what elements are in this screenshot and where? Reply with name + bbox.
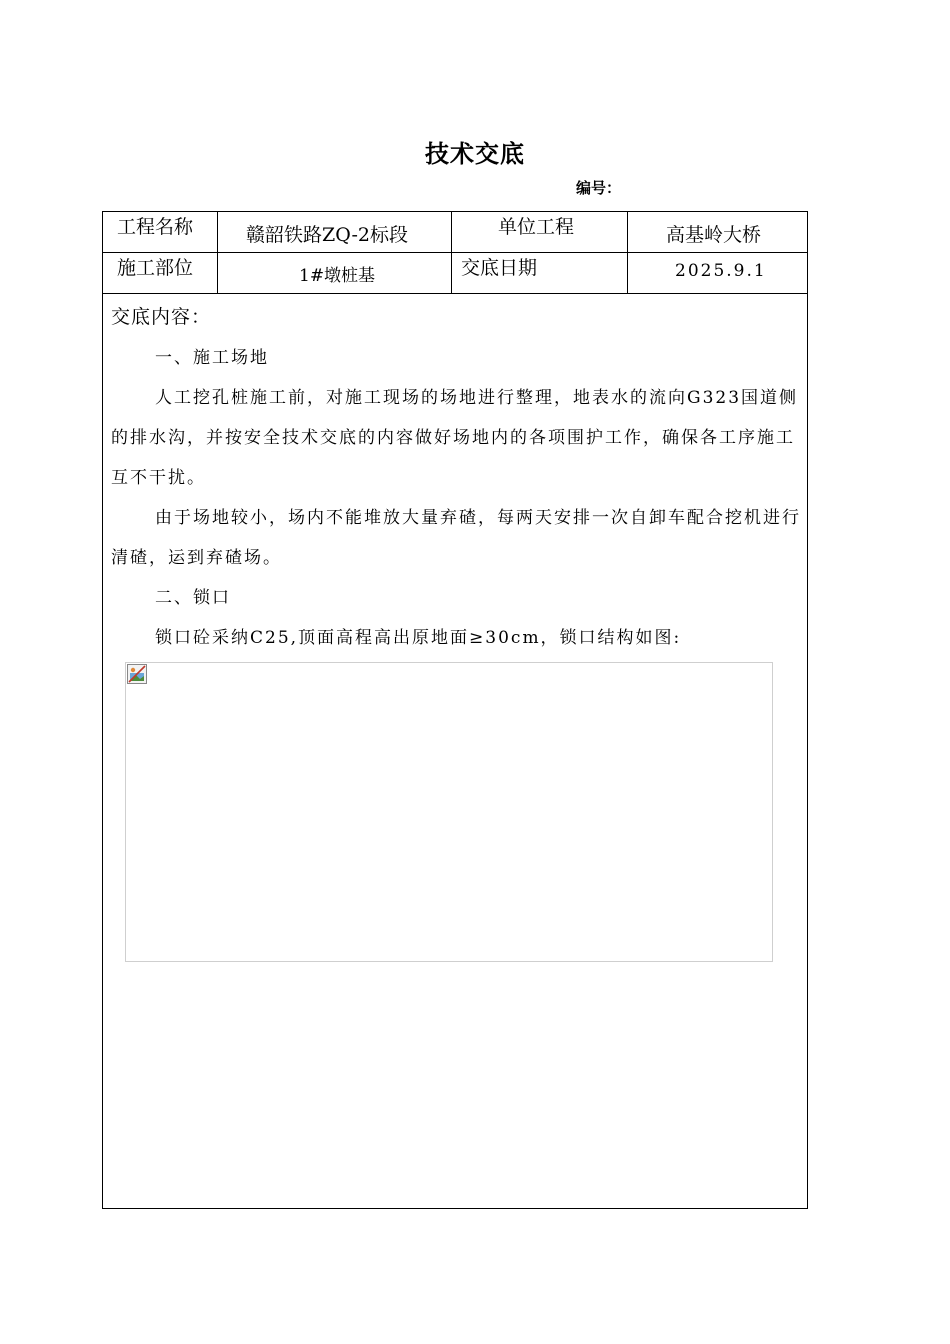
paragraph: 锁口砼采纳C25,顶面高程高出原地面≥30cm，锁口结构如图: <box>155 628 682 648</box>
info-row-1 <box>103 212 807 253</box>
unit-project-label: 单位工程 <box>498 216 575 238</box>
info-row-2 <box>103 253 807 294</box>
broken-image-icon <box>127 664 147 684</box>
paragraph: 由于场地较小，场内不能堆放大量弃碴，每两天安排一次自卸车配合挖机进行清碴，运到弃碴场。 <box>111 508 801 568</box>
content-heading: 交底内容： <box>111 306 212 328</box>
document-title: 技术交底 <box>425 140 525 168</box>
lock-structure-figure <box>125 662 773 962</box>
table-divider <box>217 212 218 293</box>
disclosure-date-label: 交底日期 <box>461 257 538 279</box>
unit-project-value: 高基岭大桥 <box>666 224 762 246</box>
project-name-value: 赣韶铁路ZQ-2标段 <box>246 224 408 246</box>
section-title: 二、锁口 <box>155 588 231 608</box>
document-number-label: 编号： <box>576 179 622 197</box>
disclosure-date-value: 2025.9.1 <box>675 261 767 281</box>
paragraph: 人工挖孔桩施工前，对施工现场的场地进行整理，地表水的流向G323国道侧的排水沟，并按安全技术交底的内容做好场地内的各项围护工作，确保各工序施工互不干扰。 <box>111 388 799 488</box>
table-divider <box>627 212 628 293</box>
construction-part-label: 施工部位 <box>117 257 194 279</box>
disclosure-form <box>102 211 808 1209</box>
project-name-label: 工程名称 <box>117 216 194 238</box>
construction-part-value: 1#墩桩基 <box>299 266 376 286</box>
table-divider <box>451 212 452 293</box>
section-title: 一、施工场地 <box>155 348 269 368</box>
